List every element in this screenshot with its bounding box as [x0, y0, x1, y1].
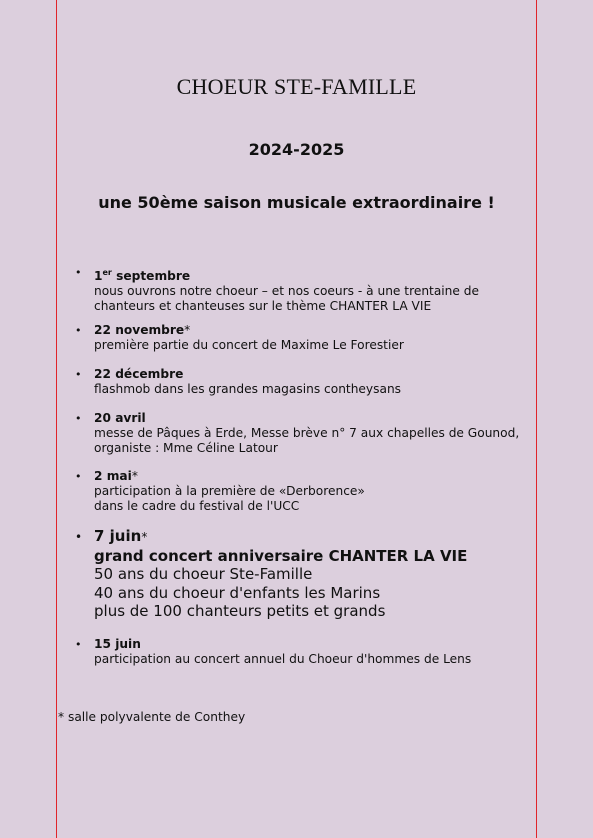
bullet-icon: • — [75, 368, 82, 381]
event-item — [75, 637, 472, 667]
event-description: première partie du concert de Maxime Le Forestier — [94, 338, 404, 352]
event-date: 22 décembre — [94, 367, 184, 381]
event-description: 40 ans du choeur d'enfants les Marins — [94, 583, 381, 602]
event-description: 50 ans du choeur Ste-Famille — [94, 565, 313, 583]
event-date: 22 novembre* — [94, 323, 191, 337]
bullet-icon: • — [75, 412, 82, 425]
event-description: dans le cadre du festival de l'UCC — [94, 499, 300, 513]
left-margin-line — [56, 0, 57, 838]
season-subtitle: une 50ème saison musicale extraordinaire ! — [98, 193, 495, 212]
event-date: 7 juin* — [94, 527, 148, 545]
bullet-icon: • — [75, 266, 82, 279]
bullet-icon: • — [75, 470, 82, 483]
event-description: flashmob dans les grandes magasins contheysans — [94, 382, 402, 396]
page-title: CHOEUR STE-FAMILLE — [176, 74, 417, 99]
event-item — [75, 411, 520, 456]
season-years: 2024-2025 — [248, 140, 345, 159]
event-description: participation à la première de «Derborence» — [94, 484, 365, 498]
event-item — [75, 469, 365, 514]
event-date: 2 mai* — [94, 469, 138, 483]
event-item — [75, 265, 480, 314]
event-description: plus de 100 chanteurs petits et grands — [94, 602, 386, 620]
event-item-highlight — [75, 527, 468, 621]
right-margin-line — [536, 0, 537, 838]
event-description: nous ouvrons notre choeur – et nos coeurs - à une trentaine de — [94, 284, 480, 299]
bullet-icon: • — [75, 530, 83, 544]
event-item — [75, 323, 404, 353]
event-description: chanteurs et chanteuses sur le thème CHANTER LA VIE — [94, 299, 432, 314]
event-date: 15 juin — [94, 637, 141, 651]
event-headline: grand concert anniversaire CHANTER LA VIE — [94, 546, 468, 565]
event-description: messe de Pâques à Erde, Messe brève n° 7 aux chapelles de Gounod, — [94, 426, 520, 440]
event-date: 1er septembre — [94, 268, 191, 284]
footnote: * salle polyvalente de Conthey — [58, 710, 246, 724]
event-description: participation au concert annuel du Choeur d'hommes de Lens — [94, 652, 472, 666]
bullet-icon: • — [75, 324, 82, 337]
bullet-icon: • — [75, 638, 82, 651]
event-date: 20 avril — [94, 411, 146, 425]
event-item — [75, 367, 402, 397]
event-description: organiste : Mme Céline Latour — [94, 441, 278, 455]
